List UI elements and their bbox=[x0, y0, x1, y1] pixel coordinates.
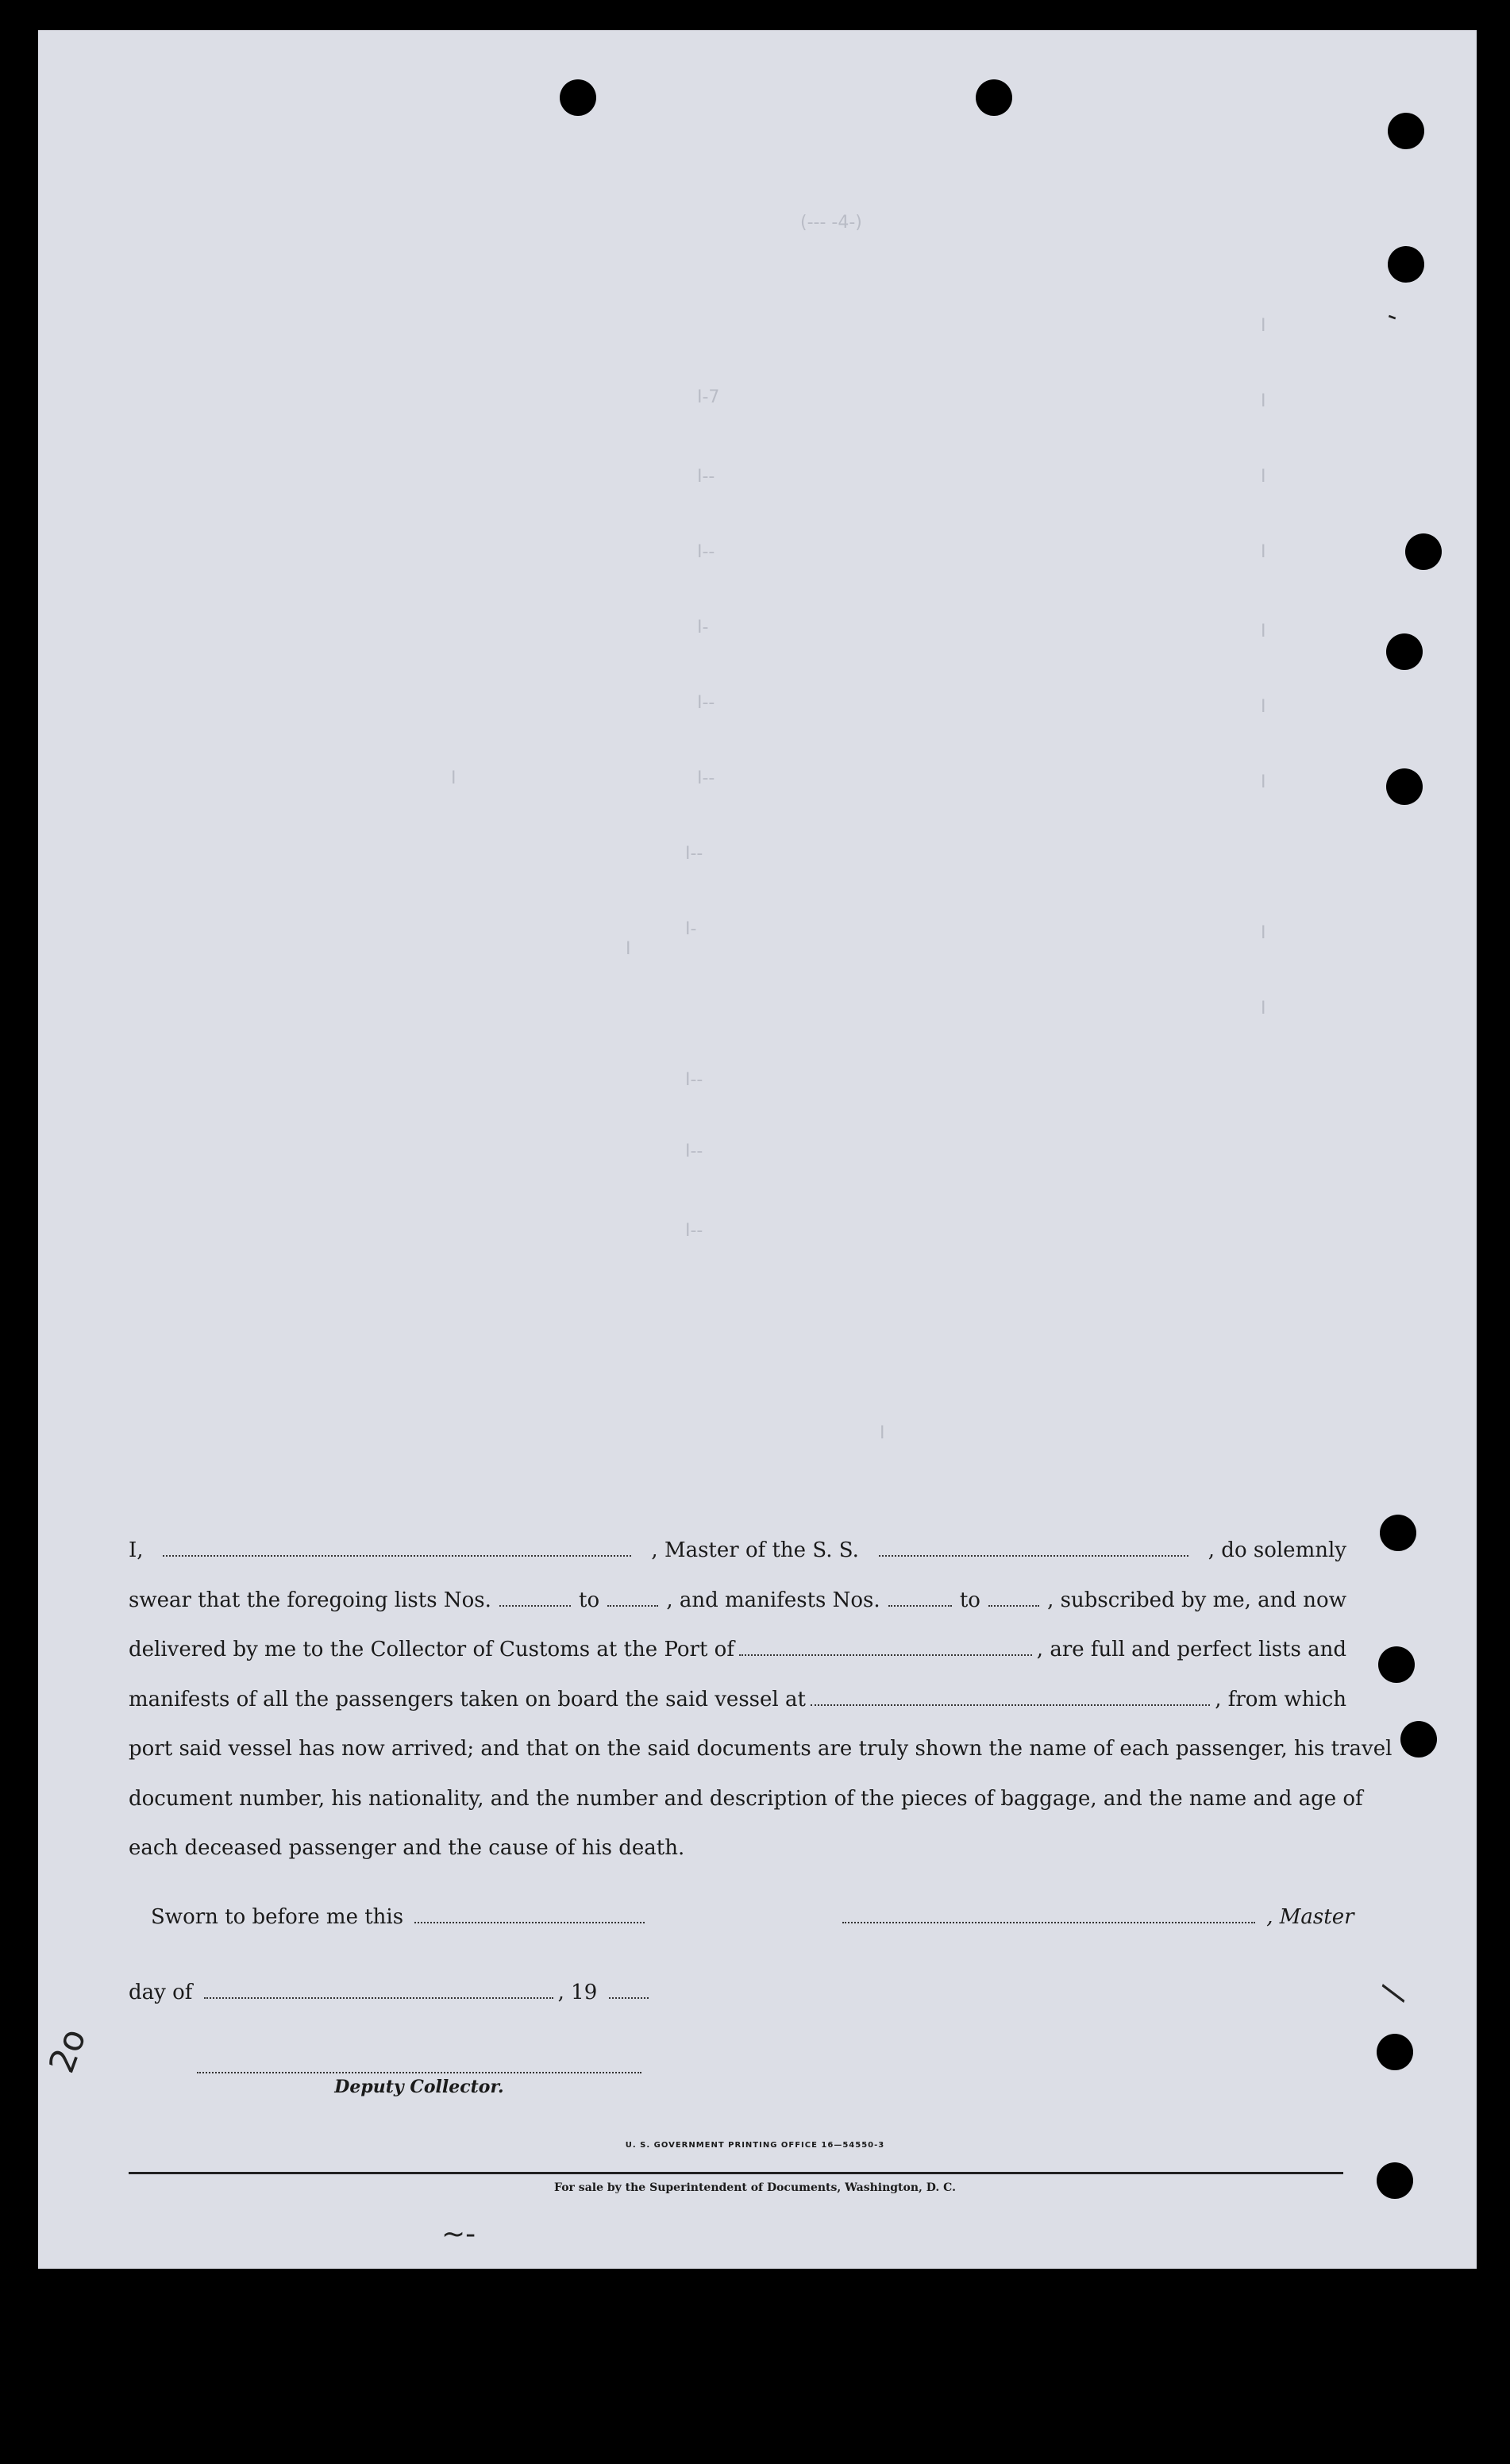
oath-line-7 bbox=[129, 1823, 1346, 1873]
margin-mark-left: 2o bbox=[41, 2023, 94, 2079]
master-signature-field[interactable] bbox=[842, 1906, 1255, 1923]
bleed-through-text: I bbox=[1261, 697, 1266, 717]
bleed-through-text: I-- bbox=[685, 1142, 703, 1161]
oath-line-5 bbox=[129, 1724, 1393, 1774]
master-oath-paragraph bbox=[129, 1526, 1393, 1873]
bleed-through-text: I-- bbox=[685, 1221, 703, 1241]
bleed-through-text: I bbox=[1261, 467, 1266, 487]
sworn-date-field[interactable] bbox=[414, 1906, 645, 1923]
bleed-through-text: I bbox=[1261, 542, 1266, 562]
vessel-name-field[interactable] bbox=[879, 1539, 1188, 1557]
oath-line-3 bbox=[129, 1625, 1346, 1675]
oath-text: , Master of the S. S. bbox=[651, 1538, 859, 1562]
margin-mark-right-bottom: / bbox=[1373, 1981, 1412, 2005]
sworn-label: Sworn to before me this bbox=[151, 1905, 404, 1929]
punch-hole bbox=[560, 79, 596, 116]
oath-text: I, bbox=[129, 1538, 144, 1562]
oath-text: , subscribed by me, and now bbox=[1047, 1588, 1346, 1612]
oath-text: , from which bbox=[1215, 1687, 1346, 1711]
oath-text: , are full and perfect lists and bbox=[1036, 1638, 1346, 1661]
for-sale-notice: For sale by the Superintendent of Documents, Washington, D. C. bbox=[554, 2181, 956, 2194]
oath-text: manifests of all the passengers taken on board the said vessel at bbox=[129, 1687, 806, 1711]
oath-text: , and manifests Nos. bbox=[666, 1588, 880, 1612]
oath-text: to bbox=[579, 1588, 600, 1612]
bleed-through-text: I-- bbox=[697, 768, 715, 788]
embarkation-port-field[interactable] bbox=[811, 1688, 1210, 1706]
bleed-through-text: I bbox=[1261, 772, 1266, 792]
bleed-through-text: I bbox=[1261, 391, 1266, 411]
bleed-through-text: I-- bbox=[685, 844, 703, 864]
bleed-through-text: I bbox=[1261, 923, 1266, 943]
oath-line-2 bbox=[129, 1576, 1346, 1626]
master-signature bbox=[838, 1905, 1354, 1929]
punch-hole bbox=[1378, 1646, 1415, 1683]
bleed-through-text: I-7 bbox=[697, 387, 720, 407]
oath-text: , do solemnly bbox=[1208, 1538, 1346, 1562]
punch-hole bbox=[1380, 1515, 1416, 1551]
bleed-through-text: I bbox=[1261, 999, 1266, 1018]
sworn-statement bbox=[151, 1905, 649, 1929]
manifests-from-field[interactable] bbox=[888, 1589, 952, 1607]
punch-hole bbox=[1377, 2034, 1413, 2070]
punch-hole bbox=[1386, 633, 1423, 670]
punch-hole bbox=[1388, 246, 1424, 283]
punch-hole bbox=[1400, 1721, 1437, 1758]
bleed-through-text: I-- bbox=[685, 1070, 703, 1090]
bleed-through-text: I bbox=[880, 1423, 885, 1443]
bleed-through-text: I bbox=[451, 768, 456, 788]
oath-line-6 bbox=[129, 1774, 1363, 1824]
month-field[interactable] bbox=[204, 1981, 553, 1999]
year-field[interactable] bbox=[609, 1981, 649, 1999]
oath-text: to bbox=[959, 1588, 980, 1612]
bleed-through-text: I bbox=[1261, 622, 1266, 641]
document-page bbox=[38, 30, 1477, 2269]
punch-hole bbox=[1388, 113, 1424, 149]
bleed-through-text: (--- -4-) bbox=[800, 213, 862, 233]
bleed-through-text: I- bbox=[697, 618, 709, 637]
lists-from-field[interactable] bbox=[499, 1589, 571, 1607]
day-of-label: day of bbox=[129, 1981, 193, 2004]
bleed-through-text: I-- bbox=[697, 693, 715, 713]
master-name-field[interactable] bbox=[163, 1539, 631, 1557]
bleed-through-text: I- bbox=[685, 919, 697, 939]
punch-hole bbox=[976, 79, 1012, 116]
port-name-field[interactable] bbox=[739, 1638, 1032, 1656]
margin-mark-bottom: ~- bbox=[441, 2218, 476, 2250]
oath-text: port said vessel has now arrived; and that on the said documents are truly shown the name of each passenger, his travel bbox=[129, 1737, 1393, 1761]
oath-text: each deceased passenger and the cause of his death. bbox=[129, 1836, 685, 1860]
deputy-collector-signature: Deputy Collector. bbox=[197, 2072, 641, 2097]
bleed-through-text: I bbox=[626, 939, 631, 959]
punch-hole bbox=[1405, 533, 1442, 570]
oath-line-4 bbox=[129, 1675, 1346, 1725]
punch-hole bbox=[1386, 768, 1423, 805]
footer-divider bbox=[129, 2172, 1343, 2174]
lists-to-field[interactable] bbox=[607, 1589, 658, 1607]
day-of-statement bbox=[129, 1981, 653, 2004]
bleed-through-text: I bbox=[1261, 316, 1266, 336]
oath-text: delivered by me to the Collector of Customs at the Port of bbox=[129, 1638, 734, 1661]
bleed-through-text: I-- bbox=[697, 542, 715, 562]
year-label: , 19 bbox=[557, 1981, 598, 2004]
margin-mark-right-top: - bbox=[1382, 299, 1403, 333]
oath-line-1 bbox=[129, 1526, 1346, 1576]
bleed-through-text: I-- bbox=[697, 467, 715, 487]
oath-text: document number, his nationality, and the number and description of the pieces of baggage, and the name and age of bbox=[129, 1786, 1363, 1811]
printing-office-line: U. S. GOVERNMENT PRINTING OFFICE 16—54550-3 bbox=[625, 2141, 885, 2150]
master-label: , Master bbox=[1266, 1905, 1354, 1929]
oath-text: swear that the foregoing lists Nos. bbox=[129, 1588, 491, 1612]
manifests-to-field[interactable] bbox=[988, 1589, 1039, 1607]
